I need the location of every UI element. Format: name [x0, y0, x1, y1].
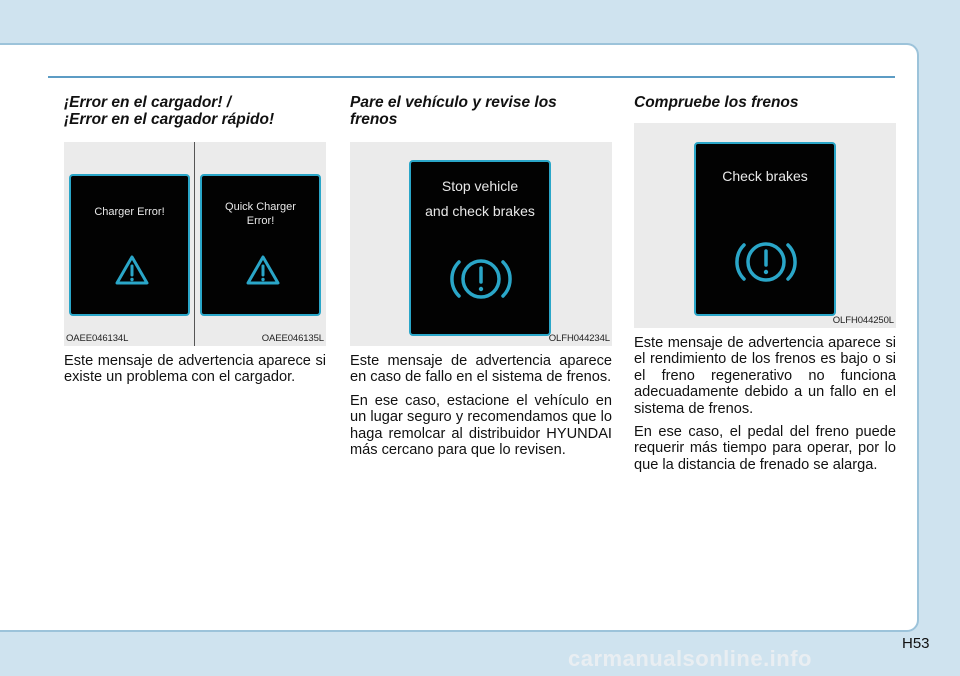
section-heading: [634, 94, 896, 111]
section-body: [350, 353, 612, 458]
figure-stop-vehicle: [350, 142, 612, 346]
heading-line: Compruebe los frenos: [634, 94, 799, 111]
watermark: carmanualsonline.info: [568, 646, 812, 671]
heading-line: Pare el vehículo y revise los: [350, 94, 557, 111]
display-screen-check-brakes: [694, 142, 836, 316]
heading-line: ¡Error en el cargador rápido!: [64, 111, 275, 128]
heading-line: frenos: [350, 111, 398, 128]
screen-text: [202, 200, 319, 228]
screen-text-line: and check brakes: [425, 203, 535, 219]
section-check-brakes: [634, 94, 896, 480]
display-screen-quick-charger-error: [200, 174, 321, 316]
figure-caption: OAEE046135L: [261, 333, 324, 344]
paragraph: En ese caso, estacione el vehículo en un lugar seguro y recomendamos que lo haga remolcar al distribuidor HYUNDAI más cercano para que lo revisen.: [350, 392, 612, 459]
brake-warning-icon: [450, 254, 512, 304]
paragraph: En ese caso, el pedal del freno puede requerir más tiempo para operar, por lo que la distancia de frenado se alarga.: [634, 424, 896, 473]
screen-text-line: Error!: [246, 215, 275, 227]
paragraph: Este mensaje de advertencia aparece si existe un problema con el cargador.: [64, 353, 326, 386]
figure-caption: OLFH044250L: [832, 315, 894, 326]
section-stop-vehicle: [350, 94, 612, 465]
section-heading: [64, 94, 326, 128]
section-body: [64, 353, 326, 386]
brake-warning-icon: [735, 237, 797, 287]
paragraph: Este mensaje de advertencia aparece si el rendimiento de los frenos es bajo o si el freno regenerativo no funciona adecuadamente debido a un fallo en el sistema de frenos.: [634, 335, 896, 417]
section-heading: [350, 94, 612, 128]
figure-caption: OLFH044234L: [548, 333, 610, 344]
figure-charger-error: [64, 142, 326, 346]
section-body: [634, 335, 896, 473]
display-screen-charger-error: [69, 174, 190, 316]
screen-text: Check brakes: [722, 168, 808, 184]
display-screen-stop-vehicle: [409, 160, 551, 336]
heading-line: ¡Error en el cargador! /: [64, 94, 232, 111]
paragraph: Este mensaje de advertencia aparece en caso de fallo en el sistema de frenos.: [350, 353, 612, 386]
warning-triangle-icon: [115, 254, 149, 286]
figure-divider: [194, 142, 195, 346]
screen-text: Charger Error!: [94, 206, 165, 218]
screen-text-line: Quick Charger: [225, 201, 296, 213]
screen-text-line: Stop vehicle: [441, 178, 519, 194]
top-rule: [48, 76, 895, 78]
figure-check-brakes: [634, 123, 896, 328]
warning-triangle-icon: [246, 254, 280, 286]
section-charger-error: [64, 94, 326, 393]
page-number: H53: [902, 635, 930, 652]
figure-caption: OAEE046134L: [66, 333, 129, 344]
screen-text: [411, 174, 549, 224]
